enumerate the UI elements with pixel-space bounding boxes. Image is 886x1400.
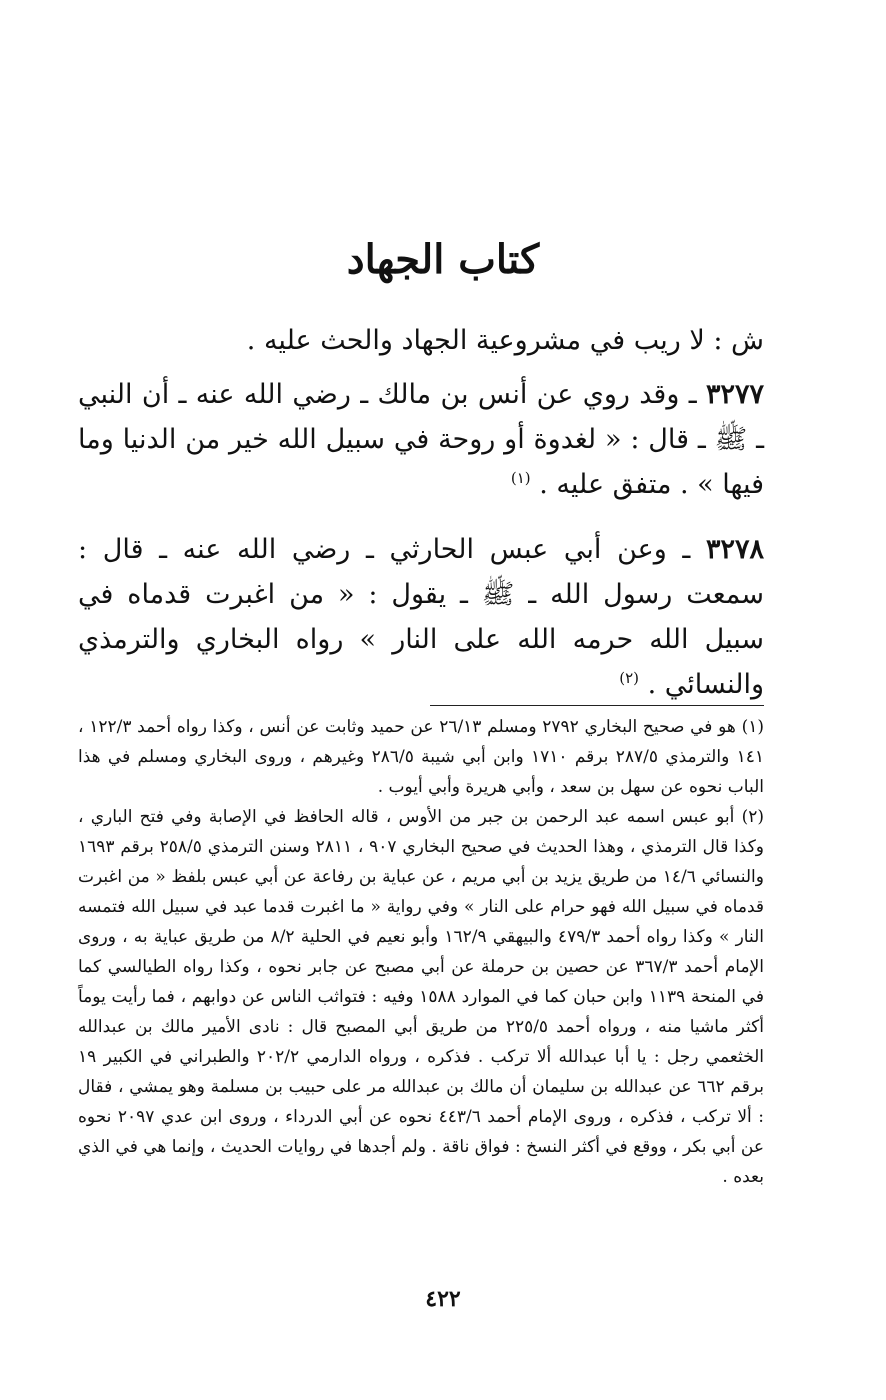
hadith-paragraph	[78, 372, 764, 507]
footnote-separator	[430, 705, 764, 706]
footnote-ref: (١)	[510, 469, 531, 487]
footnote-ref: (٢)	[619, 669, 639, 687]
footnote-1: (١) هو في صحيح البخاري ٢٧٩٢ ومسلم ٢٦/١٣ عن حميد وثابت عن أنس ، وكذا رواه أحمد ١٢٢/٣ ، ١٤١ والترمذي ٢٨٧/٥ برقم ١٧١٠ وابن أبي شيبة ٢٨٦/٥ وغيرهم ، وروى البخاري ومسلم في هذا الباب نحوه عن سهل بن سعد ، وأبي هريرة وأبي أيوب .	[78, 717, 765, 797]
footnotes-block	[78, 712, 764, 1192]
footnote-2: (٢) أبو عبس اسمه عبد الرحمن بن جبر من الأوس ، قاله الحافظ في الإصابة وفي فتح الباري ، وكذا قال الترمذي ، وهذا الحديث في صحيح البخاري ٩٠٧ ، ٢٨١١ وسنن الترمذي ٢٥٨/٥ برقم ١٦٩٣ والنسائي ١٤/٦ من طريق يزيد بن أبي مريم ، عن عباية بن رفاعة عن أبي عبس بلفظ « من اغبرت قدماه في سبيل الله فهو حرام على النار » وفي رواية « ما اغبرت قدما عبد في سبيل الله فتمسه النار » وكذا رواه أحمد ٤٧٩/٣ والبيهقي ١٦٢/٩ وأبو نعيم في الحلية ٨/٢ من طريق عباية به ، وروى الإمام أحمد ٣٦٧/٣ عن حصين بن حرملة عن أبي مصبح عن جابر نحوه ، وكذا رواه الطيالسي كما في المنحة ١١٣٩ وابن حبان كما في الموارد ١٥٨٨ وفيه : فتواثب الناس عن دوابهم ، فما رأيت يوماً أكثر ماشيا منه ، ورواه أحمد ٢٢٥/٥ من طريق أبي المصبح قال : نادى الأمير مالك بن عبدالله الخثعمي رجل : يا أبا عبدالله ألا تركب . فذكره ، ورواه الدارمي ٢٠٢/٢ والطبراني في الكبير ١٩ برقم ٦٦٢ عن عبدالله بن سليمان أن مالك بن عبدالله مر على حبيب بن مسلمة وهو يمشي ، فقال : ألا تركب ، فذكره ، وروى الإمام أحمد ٤٤٣/٦ نحوه عن أبي الدرداء ، وروى ابن عدي ٢٠٩٧ نحوه عن أبي بكر ، ووقع في أكثر النسخ : فواق ناقة . ولم أجدها في روايات الحديث ، وإنما هي في الذي بعده .	[78, 807, 765, 1187]
chapter-title: كتاب الجهاد	[346, 236, 540, 283]
hadith-text: ـ وعن أبي عبس الحارثي ـ رضي الله عنه ـ قال : سمعت رسول الله ـ ﷺ ـ يقول : « من اغبرت قدماه في سبيل الله حرمه الله على النار » رواه البخاري والترمذي والنسائي .	[78, 534, 764, 700]
hadith-number: ٣٢٧٨	[705, 534, 764, 565]
hadith-number: ٣٢٧٧	[705, 379, 764, 410]
hadith-3277	[78, 372, 764, 507]
page-number: ٤٢٢	[425, 1286, 461, 1312]
intro-line	[78, 318, 764, 363]
hadith-paragraph	[78, 527, 764, 707]
intro-text: ش : لا ريب في مشروعية الجهاد والحث عليه .	[246, 325, 764, 356]
hadith-text: ـ وقد روي عن أنس بن مالك ـ رضي الله عنه ـ أن النبي ـ ﷺ ـ قال : « لغدوة أو روحة في سبيل الله خير من الدنيا وما فيها » . متفق عليه .	[78, 379, 764, 500]
hadith-3278	[78, 527, 764, 707]
